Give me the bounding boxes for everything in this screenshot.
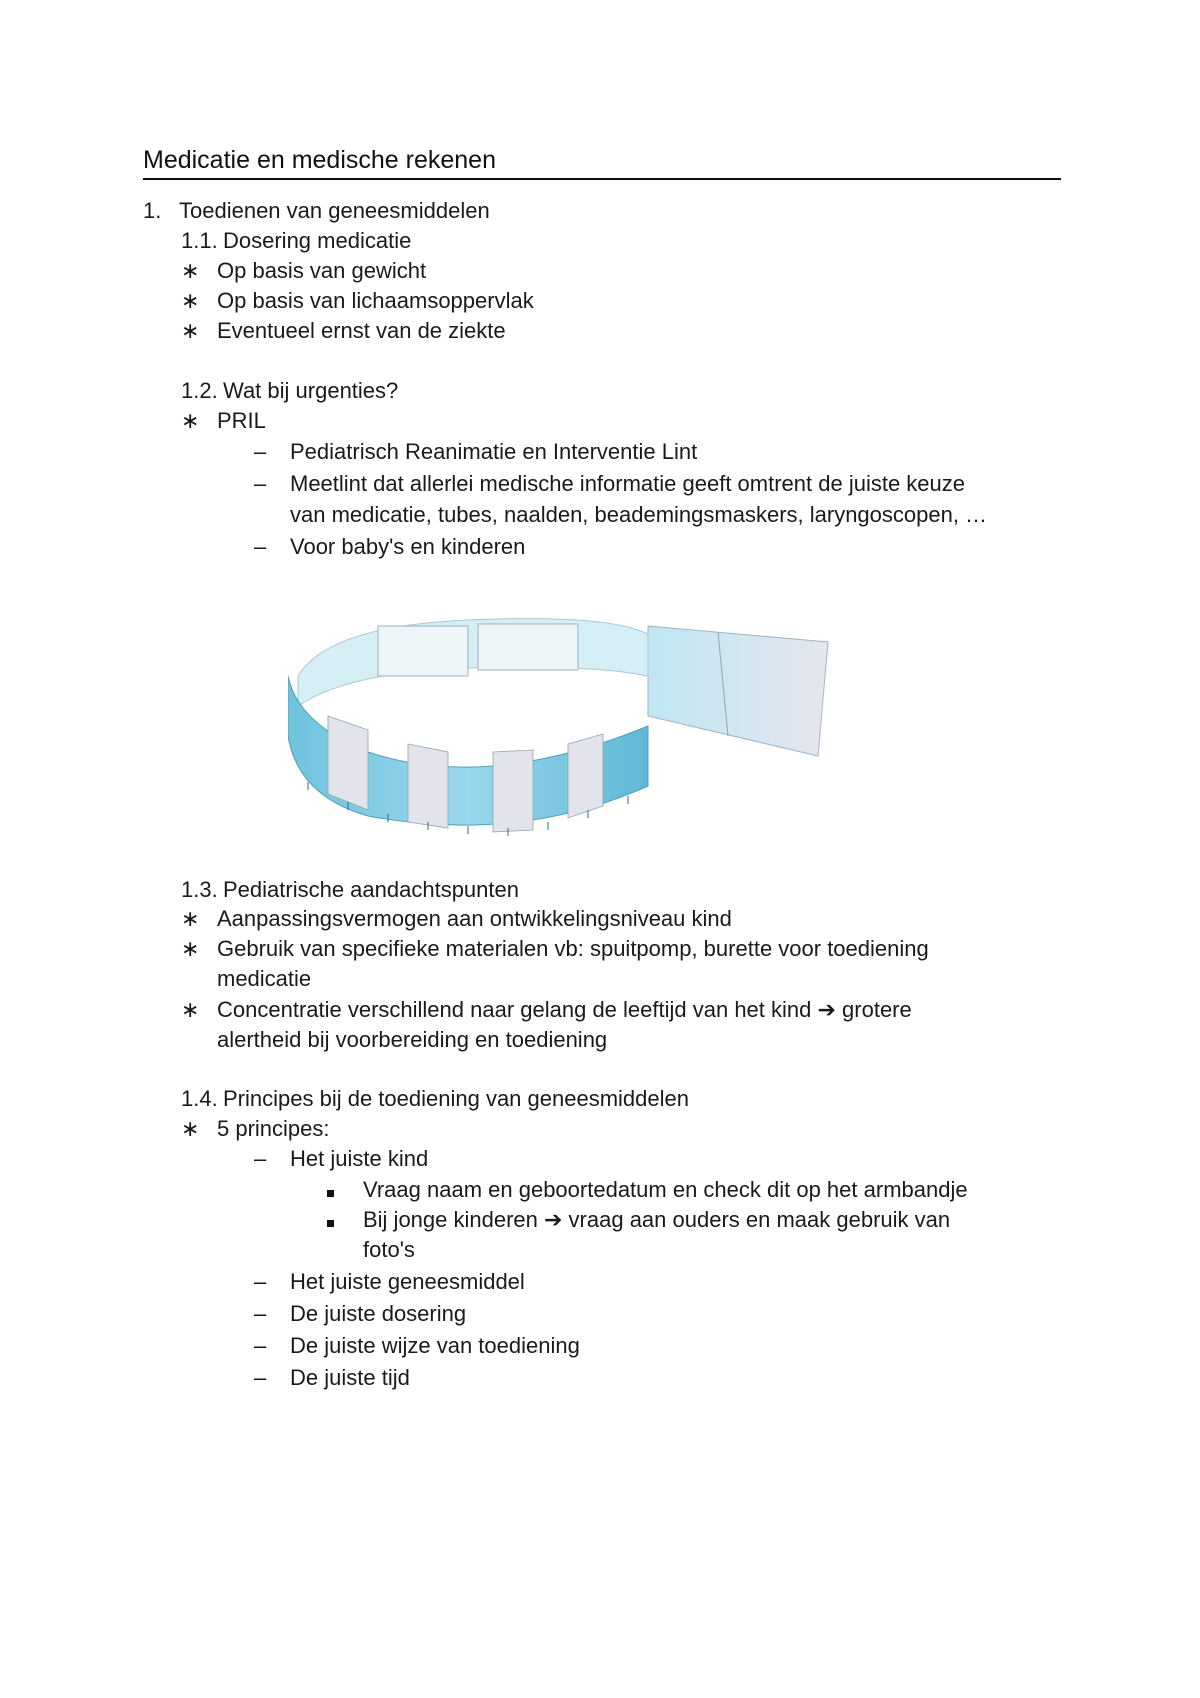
- sub-list-item-text: Meetlint dat allerlei medische informatie geeft omtrent de juiste keuze: [290, 471, 966, 496]
- dash-bullet-icon: –: [254, 1333, 267, 1358]
- list-item-text: Eventueel ernst van de ziekte: [217, 318, 506, 343]
- dash-bullet-icon: –: [254, 534, 267, 559]
- dash-bullet-icon: –: [254, 1146, 267, 1171]
- list-item-text: Aanpassingsvermogen aan ontwikkelingsniveau kind: [217, 906, 732, 931]
- sub-list-item-continuation: van medicatie, tubes, naalden, beademingsmaskers, laryngoscopen, …: [290, 502, 988, 527]
- dash-bullet-icon: –: [254, 471, 267, 496]
- section-title: Toedienen van geneesmiddelen: [179, 198, 490, 223]
- section-number: 1.: [143, 198, 162, 223]
- section-title: Wat bij urgenties?: [223, 378, 399, 403]
- asterisk-bullet-icon: ∗: [181, 1116, 200, 1141]
- pril-tape-image: [288, 606, 848, 846]
- square-bullet-icon: [327, 1190, 334, 1197]
- section-title: Dosering medicatie: [223, 228, 412, 253]
- sub-list-item-text: De juiste dosering: [290, 1301, 467, 1326]
- asterisk-bullet-icon: ∗: [181, 936, 200, 961]
- sub-list-item-text: Het juiste kind: [290, 1146, 429, 1171]
- sub-sub-list-item-text: Vraag naam en geboortedatum en check dit op het armbandje: [363, 1177, 968, 1202]
- section-title: Pediatrische aandachtspunten: [223, 877, 519, 902]
- asterisk-bullet-icon: ∗: [181, 318, 200, 343]
- sub-list-item-text: Het juiste geneesmiddel: [290, 1269, 525, 1294]
- asterisk-bullet-icon: ∗: [181, 408, 200, 433]
- section-title: Principes bij de toediening van geneesmiddelen: [223, 1086, 689, 1111]
- asterisk-bullet-icon: ∗: [181, 997, 200, 1022]
- list-item-continuation: alertheid bij voorbereiding en toediening: [217, 1027, 608, 1052]
- dash-bullet-icon: –: [254, 1269, 267, 1294]
- sub-list-item-text: Voor baby's en kinderen: [290, 534, 526, 559]
- list-item-text: 5 principes:: [217, 1116, 330, 1141]
- sub-list-item-text: De juiste wijze van toediening: [290, 1333, 580, 1358]
- list-item-text: Concentratie verschillend naar gelang de leeftijd van het kind ➔ grotere: [217, 997, 912, 1022]
- page-title: Medicatie en medische rekenen: [143, 143, 1061, 180]
- sub-sub-list-item-continuation: foto's: [363, 1237, 415, 1262]
- dash-bullet-icon: –: [254, 1365, 267, 1390]
- dash-bullet-icon: –: [254, 439, 267, 464]
- section-number: 1.2.: [181, 378, 218, 403]
- dash-bullet-icon: –: [254, 1301, 267, 1326]
- sub-list-item-text: Pediatrisch Reanimatie en Interventie Lint: [290, 439, 698, 464]
- section-number: 1.4.: [181, 1086, 218, 1111]
- list-item-text: Op basis van gewicht: [217, 258, 427, 283]
- asterisk-bullet-icon: ∗: [181, 906, 200, 931]
- section-number: 1.1.: [181, 228, 218, 253]
- sub-sub-list-item-text: Bij jonge kinderen ➔ vraag aan ouders en maak gebruik van: [363, 1207, 951, 1232]
- asterisk-bullet-icon: ∗: [181, 288, 200, 313]
- list-item-text: Gebruik van specifieke materialen vb: spuitpomp, burette voor toediening: [217, 936, 929, 961]
- list-item-text: Op basis van lichaamsoppervlak: [217, 288, 534, 313]
- list-item-continuation: medicatie: [217, 966, 312, 991]
- section-number: 1.3.: [181, 877, 218, 902]
- square-bullet-icon: [327, 1220, 334, 1227]
- list-item-text: PRIL: [217, 408, 266, 433]
- sub-list-item-text: De juiste tijd: [290, 1365, 410, 1390]
- asterisk-bullet-icon: ∗: [181, 258, 200, 283]
